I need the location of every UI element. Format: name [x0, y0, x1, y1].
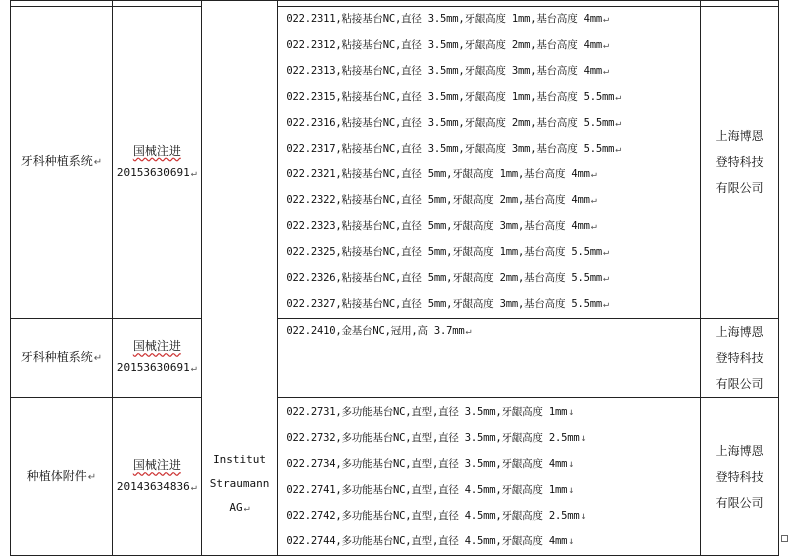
- agent-line: 有限公司: [715, 181, 764, 196]
- agent-line: 有限公司: [715, 495, 764, 510]
- spec-line: 022.2731,多功能基台NC,直型,直径 3.5mm,牙龈高度 1mm↓: [286, 405, 575, 418]
- agent-cell: [701, 397, 779, 555]
- agent-line: 上海博恩: [715, 324, 764, 339]
- registration-number: 20153630691: [116, 165, 190, 179]
- spec-line: 022.2325,粘接基台NC,直径 5mm,牙龈高度 1mm,基台高度 5.5mm↵: [286, 246, 609, 259]
- manufacturer-cell: [201, 1, 278, 556]
- spec-line: 022.2316,粘接基台NC,直径 3.5mm,牙龈高度 2mm,基台高度 5.5mm↵: [286, 116, 622, 129]
- spec-line: 022.2742,多功能基台NC,直型,直径 4.5mm,牙龈高度 2.5mm↓: [286, 509, 587, 522]
- spec-line: 022.2744,多功能基台NC,直型,直径 4.5mm,牙龈高度 4mm↓: [286, 535, 575, 548]
- spec-line: 022.2311,粘接基台NC,直径 3.5mm,牙龈高度 1mm,基台高度 4mm↵: [286, 13, 609, 25]
- agent-line: 登特科技: [715, 469, 764, 484]
- spec-line: 022.2315,粘接基台NC,直径 3.5mm,牙龈高度 1mm,基台高度 5.5mm↵: [286, 90, 622, 103]
- registration-label: 国械注进: [132, 339, 181, 354]
- table-row: [11, 318, 779, 397]
- spec-line: 022.2313,粘接基台NC,直径 3.5mm,牙龈高度 3mm,基台高度 4mm↵: [286, 64, 609, 77]
- manufacturer-line: AG↵: [229, 501, 250, 515]
- agent-line: 登特科技: [715, 155, 764, 170]
- agent-line: 上海博恩: [715, 129, 764, 144]
- manufacturer-name: [202, 448, 278, 521]
- spec-line: 022.2327,粘接基台NC,直径 5mm,牙龈高度 3mm,基台高度 5.5mm↵: [286, 297, 609, 310]
- spec-line: 022.2741,多功能基台NC,直型,直径 4.5mm,牙龈高度 1mm↓: [286, 483, 575, 496]
- product-name: 牙科种植系统: [20, 349, 93, 364]
- spec-line: 022.2734,多功能基台NC,直型,直径 3.5mm,牙龈高度 4mm↓: [286, 457, 575, 470]
- manufacturer-line: Straumann: [209, 477, 270, 491]
- registration-label: 国械注进: [132, 143, 181, 158]
- table-row: [11, 7, 779, 319]
- agent-line: 上海博恩: [715, 443, 764, 458]
- agent-cell: [701, 318, 779, 397]
- spec-line: 022.2312,粘接基台NC,直径 3.5mm,牙龈高度 2mm,基台高度 4mm↵: [286, 38, 609, 51]
- spec-line: 022.2323,粘接基台NC,直径 5mm,牙龈高度 3mm,基台高度 4mm↵: [286, 220, 597, 233]
- agent-cell: [701, 7, 779, 319]
- product-name: 种植体附件: [26, 468, 87, 483]
- manufacturer-line: Institut: [213, 453, 267, 467]
- product-name-cell: 种植体附件↵: [11, 397, 113, 555]
- agent-line: 登特科技: [715, 350, 764, 365]
- registration-cell: 国械注进 20153630691↵: [112, 7, 201, 319]
- agent-line: 有限公司: [715, 376, 764, 391]
- spec-list-cell: [278, 318, 701, 397]
- table-end-marker: [781, 535, 788, 542]
- spec-line: 022.2732,多功能基台NC,直型,直径 3.5mm,牙龈高度 2.5mm↓: [286, 431, 587, 444]
- registration-cell: 国械注进 20153630691↵: [112, 318, 201, 397]
- product-name: 牙科种植系统: [20, 154, 93, 169]
- registration-cell: 国械注进 20143634836↵: [112, 397, 201, 555]
- product-name-cell: 牙科种植系统↵: [11, 7, 113, 319]
- spec-line: 022.2326,粘接基台NC,直径 5mm,牙龈高度 2mm,基台高度 5.5mm↵: [286, 272, 609, 285]
- spec-line: 022.2410,金基台NC,冠用,高 3.7mm↵: [286, 324, 472, 337]
- spec-line: 022.2317,粘接基台NC,直径 3.5mm,牙龈高度 3mm,基台高度 5.5mm↵: [286, 142, 622, 155]
- registration-number: 20143634836: [116, 480, 190, 494]
- product-name-cell: 牙科种植系统↵: [11, 318, 113, 397]
- spec-list-cell: [278, 7, 701, 319]
- registration-number: 20153630691: [116, 361, 190, 375]
- spec-line: 022.2321,粘接基台NC,直径 5mm,牙龈高度 1mm,基台高度 4mm↵: [286, 168, 597, 181]
- spec-list-cell: [278, 397, 701, 555]
- spec-line: 022.2322,粘接基台NC,直径 5mm,牙龈高度 2mm,基台高度 4mm↵: [286, 194, 597, 207]
- registration-label: 国械注进: [132, 458, 181, 473]
- table-row: [11, 397, 779, 555]
- device-table: [10, 0, 779, 556]
